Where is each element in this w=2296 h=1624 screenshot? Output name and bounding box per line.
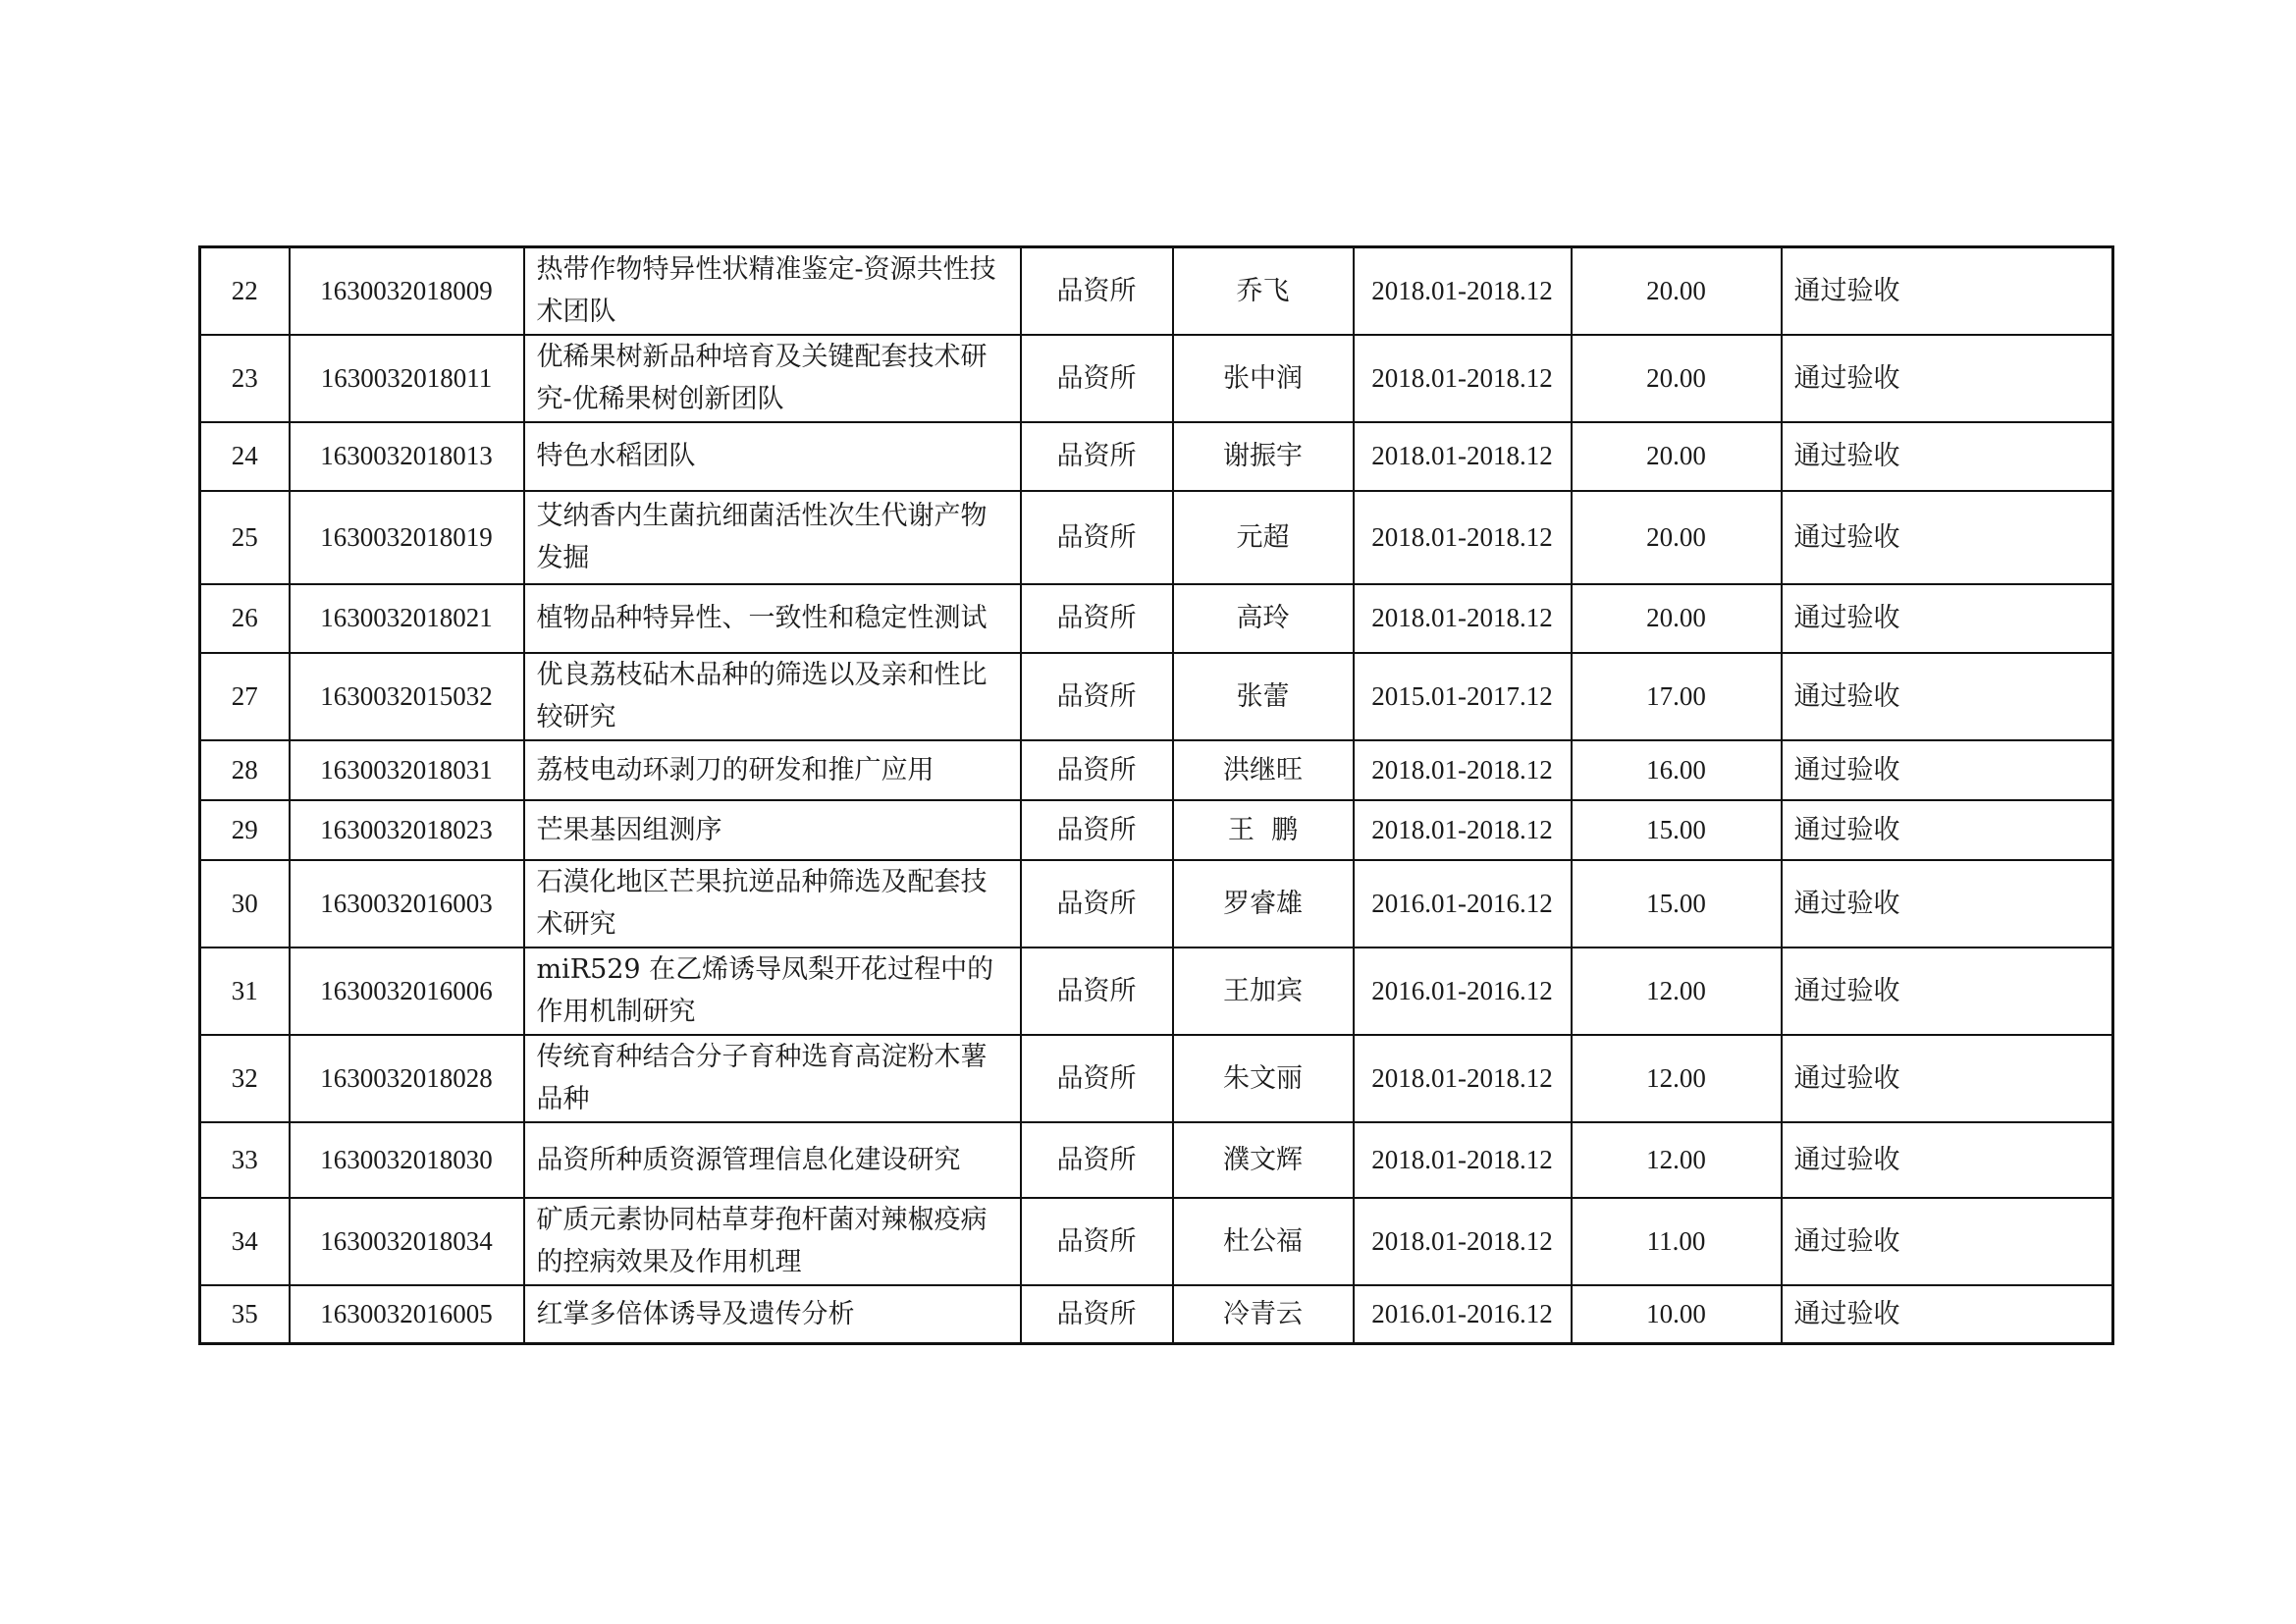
- project-unit: 品资所: [1021, 800, 1173, 860]
- project-leader: 朱文丽: [1173, 1035, 1354, 1122]
- project-code: 1630032018019: [290, 491, 524, 584]
- project-title: 红掌多倍体诱导及遗传分析: [524, 1285, 1021, 1344]
- project-code: 1630032018030: [290, 1122, 524, 1198]
- acceptance-result: 通过验收: [1782, 1035, 2113, 1122]
- project-code: 1630032015032: [290, 653, 524, 740]
- row-number: 32: [200, 1035, 290, 1122]
- project-unit: 品资所: [1021, 1285, 1173, 1344]
- project-unit: 品资所: [1021, 947, 1173, 1035]
- row-number: 27: [200, 653, 290, 740]
- row-number: 29: [200, 800, 290, 860]
- row-number: 28: [200, 740, 290, 800]
- project-leader: 濮文辉: [1173, 1122, 1354, 1198]
- project-code: 1630032018028: [290, 1035, 524, 1122]
- acceptance-result: 通过验收: [1782, 653, 2113, 740]
- table-row: [200, 740, 2113, 800]
- acceptance-result: 通过验收: [1782, 335, 2113, 422]
- project-period: 2018.01-2018.12: [1354, 1035, 1572, 1122]
- project-period: 2018.01-2018.12: [1354, 335, 1572, 422]
- project-leader: 杜公福: [1173, 1198, 1354, 1285]
- row-number: 35: [200, 1285, 290, 1344]
- project-title: 热带作物特异性状精准鉴定-资源共性技术团队: [524, 247, 1021, 335]
- project-period: 2018.01-2018.12: [1354, 491, 1572, 584]
- table-row: [200, 1035, 2113, 1122]
- project-funds: 20.00: [1572, 491, 1782, 584]
- project-funds: 15.00: [1572, 860, 1782, 947]
- project-unit: 品资所: [1021, 1122, 1173, 1198]
- table-row: [200, 247, 2113, 335]
- project-leader: 高玲: [1173, 584, 1354, 653]
- table-row: [200, 584, 2113, 653]
- project-leader: 王加宾: [1173, 947, 1354, 1035]
- acceptance-result: 通过验收: [1782, 1285, 2113, 1344]
- project-funds: 20.00: [1572, 247, 1782, 335]
- project-code: 1630032018009: [290, 247, 524, 335]
- project-funds: 16.00: [1572, 740, 1782, 800]
- project-code: 1630032016006: [290, 947, 524, 1035]
- project-title: miR529 在乙烯诱导凤梨开花过程中的作用机制研究: [524, 947, 1021, 1035]
- project-title: 优稀果树新品种培育及关键配套技术研究-优稀果树创新团队: [524, 335, 1021, 422]
- project-code: 1630032018013: [290, 422, 524, 491]
- project-code: 1630032018021: [290, 584, 524, 653]
- project-funds: 20.00: [1572, 584, 1782, 653]
- project-period: 2015.01-2017.12: [1354, 653, 1572, 740]
- project-title: 芒果基因组测序: [524, 800, 1021, 860]
- project-unit: 品资所: [1021, 422, 1173, 491]
- project-funds: 11.00: [1572, 1198, 1782, 1285]
- project-code: 1630032018011: [290, 335, 524, 422]
- project-period: 2018.01-2018.12: [1354, 422, 1572, 491]
- project-period: 2016.01-2016.12: [1354, 860, 1572, 947]
- project-unit: 品资所: [1021, 860, 1173, 947]
- project-table: [198, 245, 2114, 1345]
- project-leader: 元超: [1173, 491, 1354, 584]
- row-number: 23: [200, 335, 290, 422]
- project-funds: 12.00: [1572, 947, 1782, 1035]
- acceptance-result: 通过验收: [1782, 247, 2113, 335]
- project-title: 品资所种质资源管理信息化建设研究: [524, 1122, 1021, 1198]
- table-row: [200, 491, 2113, 584]
- table-row: [200, 1122, 2113, 1198]
- project-funds: 10.00: [1572, 1285, 1782, 1344]
- project-title: 植物品种特异性、一致性和稳定性测试: [524, 584, 1021, 653]
- project-period: 2016.01-2016.12: [1354, 1285, 1572, 1344]
- project-title: 艾纳香内生菌抗细菌活性次生代谢产物发掘: [524, 491, 1021, 584]
- acceptance-result: 通过验收: [1782, 491, 2113, 584]
- project-code: 1630032018023: [290, 800, 524, 860]
- project-leader: 张蕾: [1173, 653, 1354, 740]
- project-title: 传统育种结合分子育种选育高淀粉木薯品种: [524, 1035, 1021, 1122]
- project-leader: 谢振宇: [1173, 422, 1354, 491]
- acceptance-result: 通过验收: [1782, 947, 2113, 1035]
- row-number: 33: [200, 1122, 290, 1198]
- project-period: 2018.01-2018.12: [1354, 800, 1572, 860]
- project-code: 1630032018034: [290, 1198, 524, 1285]
- table-row: [200, 947, 2113, 1035]
- project-funds: 12.00: [1572, 1035, 1782, 1122]
- project-period: 2018.01-2018.12: [1354, 740, 1572, 800]
- project-leader: 罗睿雄: [1173, 860, 1354, 947]
- project-code: 1630032018031: [290, 740, 524, 800]
- project-title: 优良荔枝砧木品种的筛选以及亲和性比较研究: [524, 653, 1021, 740]
- project-funds: 15.00: [1572, 800, 1782, 860]
- acceptance-result: 通过验收: [1782, 1198, 2113, 1285]
- row-number: 26: [200, 584, 290, 653]
- project-code: 1630032016003: [290, 860, 524, 947]
- project-title: 矿质元素协同枯草芽孢杆菌对辣椒疫病的控病效果及作用机理: [524, 1198, 1021, 1285]
- project-leader: 王 鹏: [1173, 800, 1354, 860]
- row-number: 31: [200, 947, 290, 1035]
- project-unit: 品资所: [1021, 1198, 1173, 1285]
- acceptance-result: 通过验收: [1782, 740, 2113, 800]
- row-number: 25: [200, 491, 290, 584]
- table-row: [200, 422, 2113, 491]
- table-row: [200, 335, 2113, 422]
- project-leader: 张中润: [1173, 335, 1354, 422]
- acceptance-result: 通过验收: [1782, 800, 2113, 860]
- project-period: 2018.01-2018.12: [1354, 247, 1572, 335]
- project-unit: 品资所: [1021, 740, 1173, 800]
- project-code: 1630032016005: [290, 1285, 524, 1344]
- project-unit: 品资所: [1021, 335, 1173, 422]
- project-period: 2016.01-2016.12: [1354, 947, 1572, 1035]
- table-row: [200, 1285, 2113, 1344]
- project-unit: 品资所: [1021, 491, 1173, 584]
- row-number: 22: [200, 247, 290, 335]
- project-leader: 冷青云: [1173, 1285, 1354, 1344]
- project-title: 石漠化地区芒果抗逆品种筛选及配套技术研究: [524, 860, 1021, 947]
- project-unit: 品资所: [1021, 584, 1173, 653]
- project-unit: 品资所: [1021, 653, 1173, 740]
- project-title: 荔枝电动环剥刀的研发和推广应用: [524, 740, 1021, 800]
- acceptance-result: 通过验收: [1782, 860, 2113, 947]
- project-period: 2018.01-2018.12: [1354, 1122, 1572, 1198]
- acceptance-result: 通过验收: [1782, 422, 2113, 491]
- table-row: [200, 1198, 2113, 1285]
- project-funds: 20.00: [1572, 335, 1782, 422]
- table-row: [200, 860, 2113, 947]
- project-period: 2018.01-2018.12: [1354, 1198, 1572, 1285]
- row-number: 34: [200, 1198, 290, 1285]
- row-number: 30: [200, 860, 290, 947]
- project-title: 特色水稻团队: [524, 422, 1021, 491]
- project-leader: 洪继旺: [1173, 740, 1354, 800]
- project-funds: 20.00: [1572, 422, 1782, 491]
- project-period: 2018.01-2018.12: [1354, 584, 1572, 653]
- project-leader: 乔飞: [1173, 247, 1354, 335]
- project-funds: 17.00: [1572, 653, 1782, 740]
- project-unit: 品资所: [1021, 1035, 1173, 1122]
- project-unit: 品资所: [1021, 247, 1173, 335]
- table-row: [200, 653, 2113, 740]
- acceptance-result: 通过验收: [1782, 584, 2113, 653]
- table-row: [200, 800, 2113, 860]
- project-funds: 12.00: [1572, 1122, 1782, 1198]
- row-number: 24: [200, 422, 290, 491]
- acceptance-result: 通过验收: [1782, 1122, 2113, 1198]
